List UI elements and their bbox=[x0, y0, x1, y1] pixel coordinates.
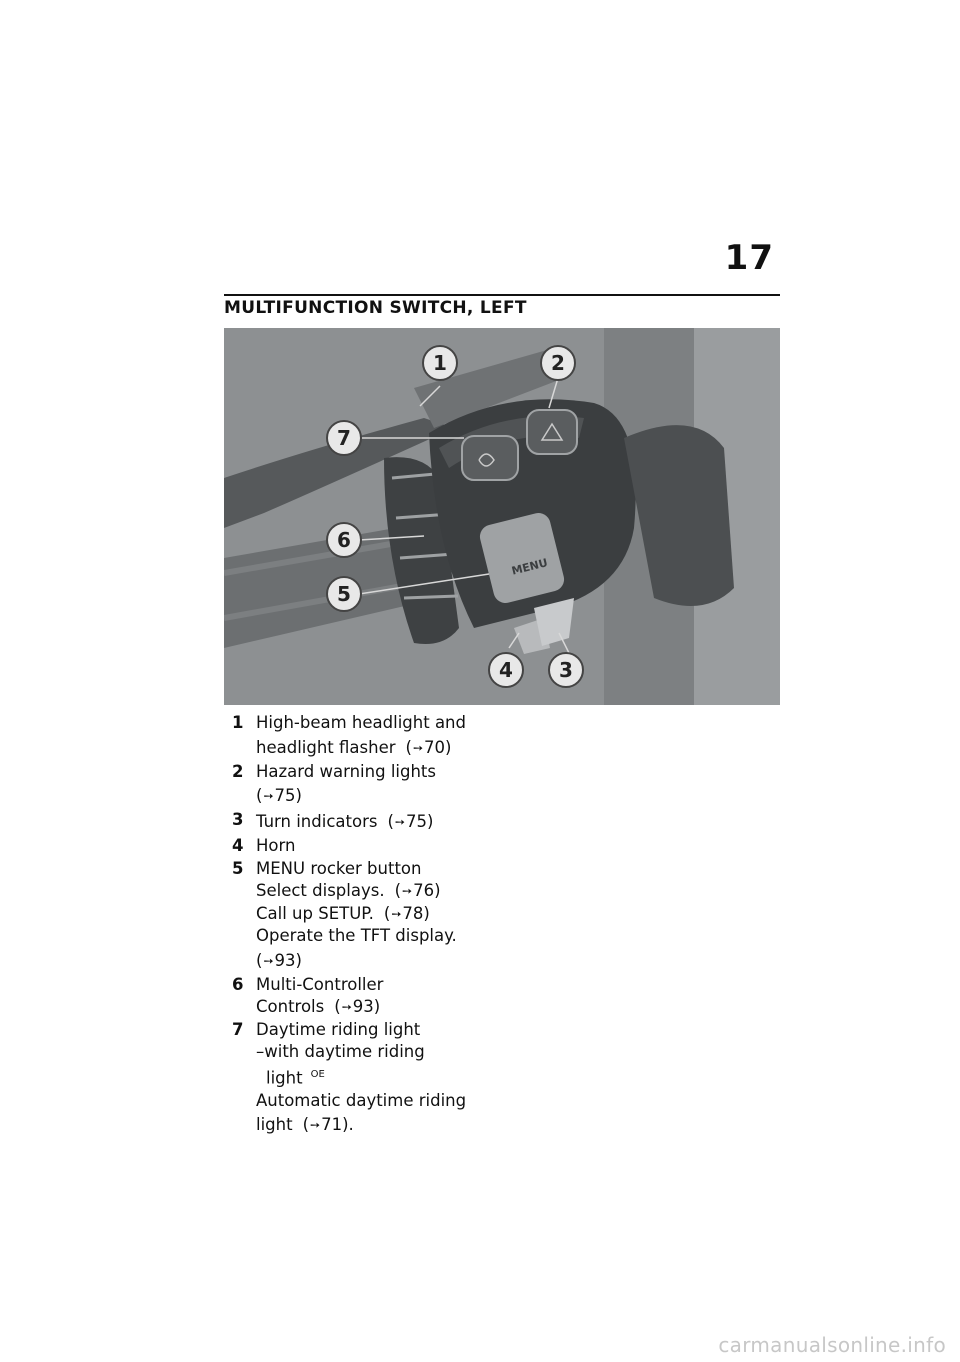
item-number: 2 bbox=[232, 761, 244, 781]
item-text: High-beam headlight and bbox=[256, 713, 466, 732]
callout-7 bbox=[327, 421, 361, 455]
svg-text:6: 6 bbox=[337, 528, 351, 552]
page-reference: (➙76) bbox=[395, 881, 441, 900]
page-reference: (➙78) bbox=[384, 904, 430, 923]
item-text: light bbox=[256, 1115, 293, 1134]
arrow-right-icon: ➙ bbox=[341, 1000, 352, 1014]
item-text: Turn indicators bbox=[256, 812, 378, 831]
legend-item bbox=[224, 761, 484, 810]
header-rule bbox=[224, 294, 780, 296]
svg-text:5: 5 bbox=[337, 582, 351, 606]
page-reference: (➙93) bbox=[334, 997, 380, 1016]
legend-item bbox=[224, 858, 484, 974]
arrow-right-icon: ➙ bbox=[391, 906, 402, 921]
item-text: Controls bbox=[256, 997, 325, 1016]
item-text: Automatic daytime riding bbox=[256, 1090, 467, 1110]
menu-label: MENU bbox=[510, 556, 550, 578]
page-reference: (➙71). bbox=[303, 1115, 354, 1134]
arrow-right-icon: ➙ bbox=[412, 740, 424, 755]
switch-illustration bbox=[224, 328, 780, 705]
item-number: 5 bbox=[232, 858, 244, 878]
item-text: MENU rocker button bbox=[256, 858, 422, 878]
callout-2 bbox=[541, 346, 575, 380]
arrow-right-icon: ➙ bbox=[310, 1118, 321, 1132]
callout-6 bbox=[327, 523, 361, 557]
item-text: Horn bbox=[256, 836, 296, 855]
item-number: 4 bbox=[232, 836, 244, 855]
page-reference: (➙75) bbox=[256, 786, 302, 805]
callout-4 bbox=[489, 653, 523, 687]
legend-item bbox=[224, 835, 484, 858]
item-text: light bbox=[266, 1068, 303, 1087]
arrow-right-icon: ➙ bbox=[263, 953, 274, 968]
svg-text:2: 2 bbox=[551, 351, 565, 375]
svg-text:3: 3 bbox=[559, 658, 573, 682]
page-reference: (➙75) bbox=[387, 812, 433, 831]
callout-3 bbox=[549, 653, 583, 687]
item-text: Hazard warning lights bbox=[256, 761, 436, 781]
svg-text:1: 1 bbox=[433, 351, 447, 375]
item-text: Call up SETUP. bbox=[256, 903, 374, 923]
section-title: MULTIFUNCTION SWITCH, LEFT bbox=[224, 298, 527, 318]
svg-text:4: 4 bbox=[499, 658, 513, 682]
page-reference: (➙93) bbox=[256, 951, 302, 970]
item-text: –with daytime riding bbox=[256, 1042, 425, 1061]
callout-5 bbox=[327, 577, 361, 611]
arrow-right-icon: ➙ bbox=[394, 815, 405, 829]
legend-item bbox=[224, 712, 484, 761]
page-reference: (➙70) bbox=[406, 738, 452, 757]
legend-list bbox=[224, 712, 484, 1138]
callout-1 bbox=[423, 346, 457, 380]
arrow-right-icon: ➙ bbox=[402, 884, 413, 898]
item-text: Operate the TFT display. bbox=[256, 926, 457, 945]
item-text: Daytime riding light bbox=[256, 1019, 421, 1039]
legend-item bbox=[224, 1019, 484, 1139]
page-number: 17 bbox=[724, 238, 774, 278]
item-text: Select displays. bbox=[256, 881, 385, 900]
arrow-right-icon: ➙ bbox=[263, 789, 274, 803]
item-number: 6 bbox=[232, 974, 244, 994]
item-number: 3 bbox=[232, 810, 244, 829]
oe-badge: OE bbox=[310, 1068, 325, 1080]
item-text: Multi-Controller bbox=[256, 974, 384, 994]
item-text: headlight flasher bbox=[256, 737, 396, 757]
svg-text:7: 7 bbox=[337, 426, 351, 450]
item-number: 7 bbox=[232, 1019, 244, 1039]
watermark: carmanualsonline.info bbox=[718, 1333, 946, 1357]
legend-item bbox=[224, 974, 484, 1019]
item-number: 1 bbox=[232, 713, 244, 732]
legend-item bbox=[224, 809, 484, 835]
